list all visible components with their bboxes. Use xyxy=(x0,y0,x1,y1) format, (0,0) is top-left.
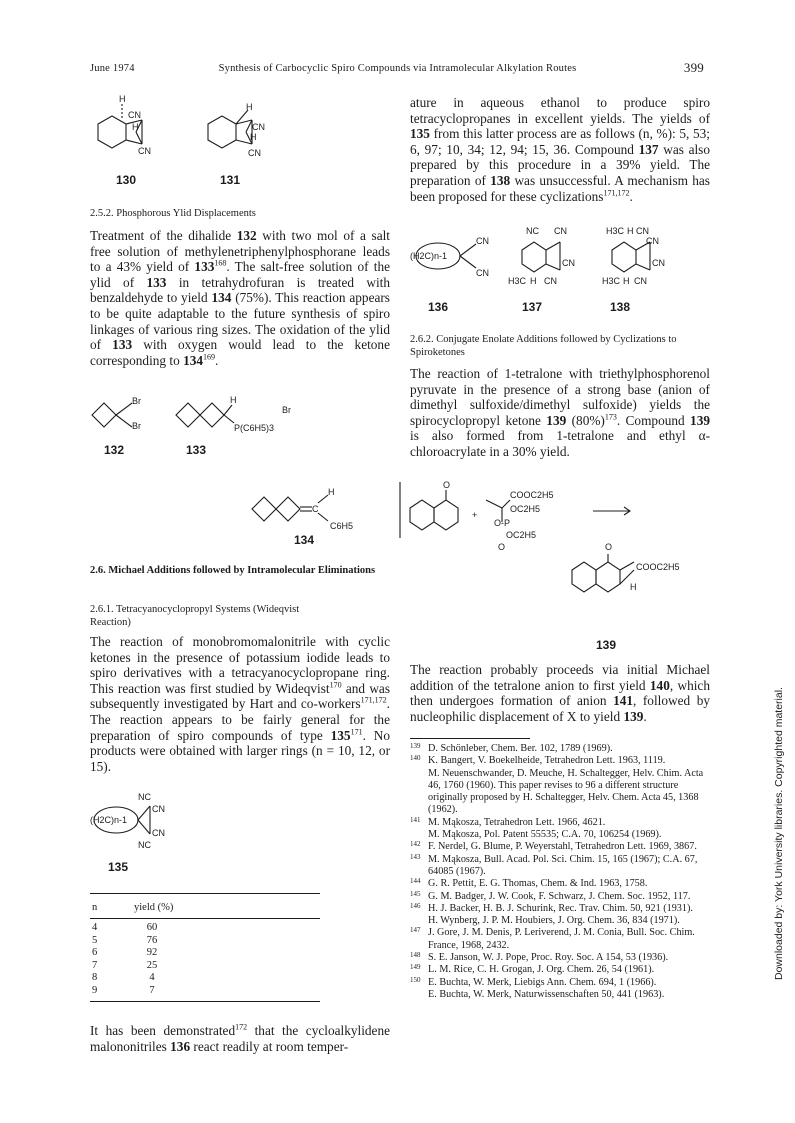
references-rule xyxy=(410,738,530,739)
reference-item: 139 D. Schönleber, Chem. Ber. 102, 1789 (1969). xyxy=(410,742,613,754)
s135-cn-bottom: CN xyxy=(152,828,165,838)
s137-methyl: H3C xyxy=(508,276,527,286)
table-header-row xyxy=(92,902,173,915)
s138-cn-top: CN xyxy=(636,226,649,236)
running-header-title: Synthesis of Carbocyclic Spiro Compounds via Intramolecular Alkylation Routes xyxy=(218,63,577,74)
paragraph-mechanism: The reaction probably proceeds via initial Michael addition of the tetralone anion to first yield 140, which then undergoes formation of anion 141, followed by nucleophilic displacement of X to yield 139. xyxy=(410,662,710,724)
s131-cn-bottom: CN xyxy=(248,148,261,158)
s139-oet-lower: OC2H5 xyxy=(506,530,537,540)
table-row: 9 7 xyxy=(92,984,155,996)
s137-cn-right: CN xyxy=(562,258,575,268)
reference-item: 149 L. M. Rice, C. H. Grogan, J. Org. Chem. 26, 54 (1961). xyxy=(410,963,655,976)
structure-134 xyxy=(250,485,390,533)
compound-labels-136-138 xyxy=(410,300,710,316)
s139-product-h: H xyxy=(630,582,637,592)
running-header-date: June 1974 xyxy=(90,63,135,74)
s139-plus: + xyxy=(472,510,478,520)
reference-item: 141 M. Mąkosza, Tetrahedron Lett. 1966, 4621. xyxy=(410,815,606,828)
label-139: 139 xyxy=(596,638,617,652)
s139-p-oxygen: O xyxy=(498,542,506,552)
compound-labels-130-131 xyxy=(90,173,390,189)
s139-oet-upper: OC2H5 xyxy=(510,504,541,514)
s133-phosphonium: P(C6H5)3 xyxy=(234,423,275,433)
reference-item: 146 H. J. Backer, H. B. J. Schurink, Rec. Trav. Chim. 50, 921 (1931). xyxy=(410,901,693,914)
label-135: 135 xyxy=(108,860,129,874)
yield-table-rule-top xyxy=(90,893,320,894)
reaction-scheme-139 xyxy=(398,478,710,628)
paragraph-continued: ature in aqueous ethanol to produce spiro tetracyclopropanes in excellent yields. The yields of 135 from this latter process are as follows (n, %): 5, 53; 6, 97; 10, 34; 12, 94; 15, 36. Compound 137 was also prepared by this procedure in a 39% yield. The preparation of 138 was unsuccessful. A mechanism has been proposed for these cyclizations$^{171,172}$. xyxy=(410,95,711,204)
table-header-n: n xyxy=(92,902,98,913)
compound-label-139-wrap xyxy=(596,638,656,654)
yield-table-rule-mid xyxy=(90,918,320,919)
s134-phenyl: C6H5 xyxy=(330,521,354,531)
s138-cn-right: CN xyxy=(652,258,665,268)
s138-h-bottom: H xyxy=(623,276,630,286)
section-2-6-1-heading: 2.6.1. Tetracyanocyclopropyl Systems (Wideqvist Reaction) xyxy=(90,604,300,628)
reference-item: 142 F. Nerdel, G. Blume, P. Weyerstahl, Tetrahedron Lett. 1969, 3867. xyxy=(410,840,697,853)
s134-c: C xyxy=(312,504,319,514)
section-2-5-2-heading: 2.5.2. Phosphorous Ylid Displacements xyxy=(90,208,256,219)
reference-item: 140 K. Bangert, V. Boekelheide, Tetrahedron Lett. 1963, 1119. xyxy=(410,754,666,767)
label-136: 136 xyxy=(428,300,449,314)
compound-label-135-wrap xyxy=(108,860,168,876)
s135-nc-bottom: NC xyxy=(138,840,151,850)
reference-item: H. Wynberg, J. P. M. Houbiers, J. Org. Chem. 36, 834 (1971). xyxy=(428,915,680,927)
s130-h-mid: H xyxy=(132,122,139,132)
s137-h: H xyxy=(530,276,537,286)
s137-cn-top: CN xyxy=(554,226,567,236)
paragraph-ylid: Treatment of the dihalide 132 with two mol of a salt free solution of methylenetriphenylphosphorane leads to a 43% yield of $133^{168}$. The salt-free solution of the ylid of 133 in tetrahydrofuran is treated with benzaldehyde to yield 134 (75%). This reaction appears to be quite adaptable to the future synthesis of spiro linkages of various ring sizes. The oxidation of the ylid of 133 with oxygen would lead to the ketone corresponding to $134^{169}$. xyxy=(90,228,390,368)
structures-130-131 xyxy=(90,92,390,172)
s132-br-bottom: Br xyxy=(132,421,141,431)
structure-135 xyxy=(90,790,220,852)
s131-h-top: H xyxy=(246,102,253,112)
table-row: 8 4 xyxy=(92,972,155,983)
table-header-yield: yield (%) xyxy=(134,902,174,913)
s133-h: H xyxy=(230,395,237,405)
s130-cn-top: CN xyxy=(128,110,141,120)
compound-label-134-wrap xyxy=(294,533,354,549)
s136-ring: (H2C)n-1 xyxy=(410,251,448,261)
s131-h-mid: H xyxy=(250,132,257,142)
s138-cn-bottom: CN xyxy=(634,276,647,286)
structures-136-137-138 xyxy=(410,222,710,294)
s139-reactant-o: O xyxy=(443,480,451,490)
s139-product-ester: COOC2H5 xyxy=(636,562,680,572)
reference-item: M. Neuenschwander, D. Meuche, H. Schaltegger, Helv. Chim. Acta 46, 1760 (1960). This paper revises to 96 a different structure originally proposed by H. Schaltegger, Helv. Chem. Acta 45, 1368 (1962). xyxy=(428,767,704,816)
s131-cn-top: CN xyxy=(252,122,265,132)
section-2-6-2-heading: 2.6.2. Conjugate Enolate Additions followed by Cyclizations to Spiroketones xyxy=(410,334,677,358)
reference-item: 150 E. Buchta, W. Merk, Liebigs Ann. Chem. 694, 1 (1966). xyxy=(410,975,657,988)
yield-table-rule-bottom xyxy=(90,1001,320,1002)
s135-ring: (H2C)n-1 xyxy=(90,815,128,825)
yield-table xyxy=(92,902,173,915)
s139-product-o: O xyxy=(605,542,613,552)
s133-bromide: Br xyxy=(282,405,291,415)
table-row: 4 60 xyxy=(92,922,158,933)
s130-cn-bottom: CN xyxy=(138,146,151,156)
label-132: 132 xyxy=(104,443,125,457)
s137-nc: NC xyxy=(526,226,539,236)
s135-nc-top: NC xyxy=(138,792,151,802)
s135-cn-top: CN xyxy=(152,804,165,814)
label-131: 131 xyxy=(220,173,241,187)
compound-labels-132-133 xyxy=(90,443,390,459)
label-137: 137 xyxy=(522,300,543,314)
reference-item: M. Mąkosza, Pol. Patent 55535; C.A. 70, 106254 (1969). xyxy=(428,829,662,841)
s139-phosphorus: O-P xyxy=(494,518,511,528)
paragraph-malononitriles: It has been demonstrated$^{172}$ that the cycloalkylidene malononitriles 136 react readily at room temper- xyxy=(90,1022,390,1054)
reference-item: 148 S. E. Janson, W. J. Pope, Proc. Roy. Soc. A 154, 53 (1936). xyxy=(410,951,669,964)
reference-item: 145 G. M. Badger, J. W. Cook, F. Schwarz, J. Chem. Soc. 1952, 117. xyxy=(410,889,691,902)
reference-item: 144 G. R. Pettit, E. G. Thomas, Chem. & Ind. 1963, 1758. xyxy=(410,877,648,890)
reference-item: 147 J. Gore, J. M. Denis, P. Leriverend, J. M. Conia, Bull. Soc. Chim. France, 1968, 2432. xyxy=(410,926,695,951)
section-2-6-heading: 2.6. Michael Additions followed by Intramolecular Eliminations xyxy=(90,565,376,576)
s132-br-top: Br xyxy=(132,396,141,406)
structures-132-133 xyxy=(90,393,390,441)
page-number: 399 xyxy=(683,60,704,75)
s136-cn-bottom: CN xyxy=(476,268,489,278)
s138-methyl-bottom: H3C xyxy=(602,276,621,286)
paragraph-wideqvist: The reaction of monobromomalonitrile with cyclic ketones in the presence of potassium iodide leads to spiro derivatives with a tetracyanocyclopropane ring. This reaction was first studied by Wideqvist$^{170}$ and was subsequently investigated by Hart and co-workers$^{171,172}$. The reaction appears to be fairly general for the preparation of spiro compounds of type $135^{171}$. No products were obtained with larger rings (n = 10, 12, or 15). xyxy=(90,634,390,774)
reference-item: 143 M. Mąkosza, Bull. Acad. Pol. Sci. Chim. 15, 165 (1967); C.A. 67, 64085 (1967). xyxy=(410,852,698,877)
s138-h-top: H xyxy=(627,226,634,236)
s130-h-top: H xyxy=(119,94,126,104)
s136-cn-top: CN xyxy=(476,236,489,246)
s134-h: H xyxy=(328,487,335,497)
label-138: 138 xyxy=(610,300,631,314)
watermark-text: Downloaded by: York University libraries. Copyrighted material. xyxy=(773,687,785,980)
reference-list xyxy=(410,743,710,1001)
reference-item: E. Buchta, W. Merk, Naturwissenschaften 50, 441 (1963). xyxy=(428,988,665,1000)
yield-table-body xyxy=(92,922,172,997)
s139-ester: COOC2H5 xyxy=(510,490,554,500)
paragraph-enolate: The reaction of 1-tetralone with triethylphosphorenol pyruvate in the presence of a strong base (anion of dimethyl sulfoxide/dimethyl sulfoxide) yields the spirocyclopropyl ketone 139 $(80\%)^{173}$. Compound 139 is also formed from 1-tetralone and ethyl α-chloroacrylate in a 30% yield. xyxy=(410,366,710,459)
label-130: 130 xyxy=(116,173,137,187)
s138-cn-upper: CN xyxy=(646,236,659,246)
s137-cn-bottom: CN xyxy=(544,276,557,286)
table-row: 5 76 xyxy=(92,934,158,946)
s138-methyl-top: H3C xyxy=(606,226,625,236)
table-row: 6 92 xyxy=(92,947,158,958)
table-row: 7 25 xyxy=(92,959,158,971)
label-134: 134 xyxy=(294,533,315,547)
label-133: 133 xyxy=(186,443,207,457)
